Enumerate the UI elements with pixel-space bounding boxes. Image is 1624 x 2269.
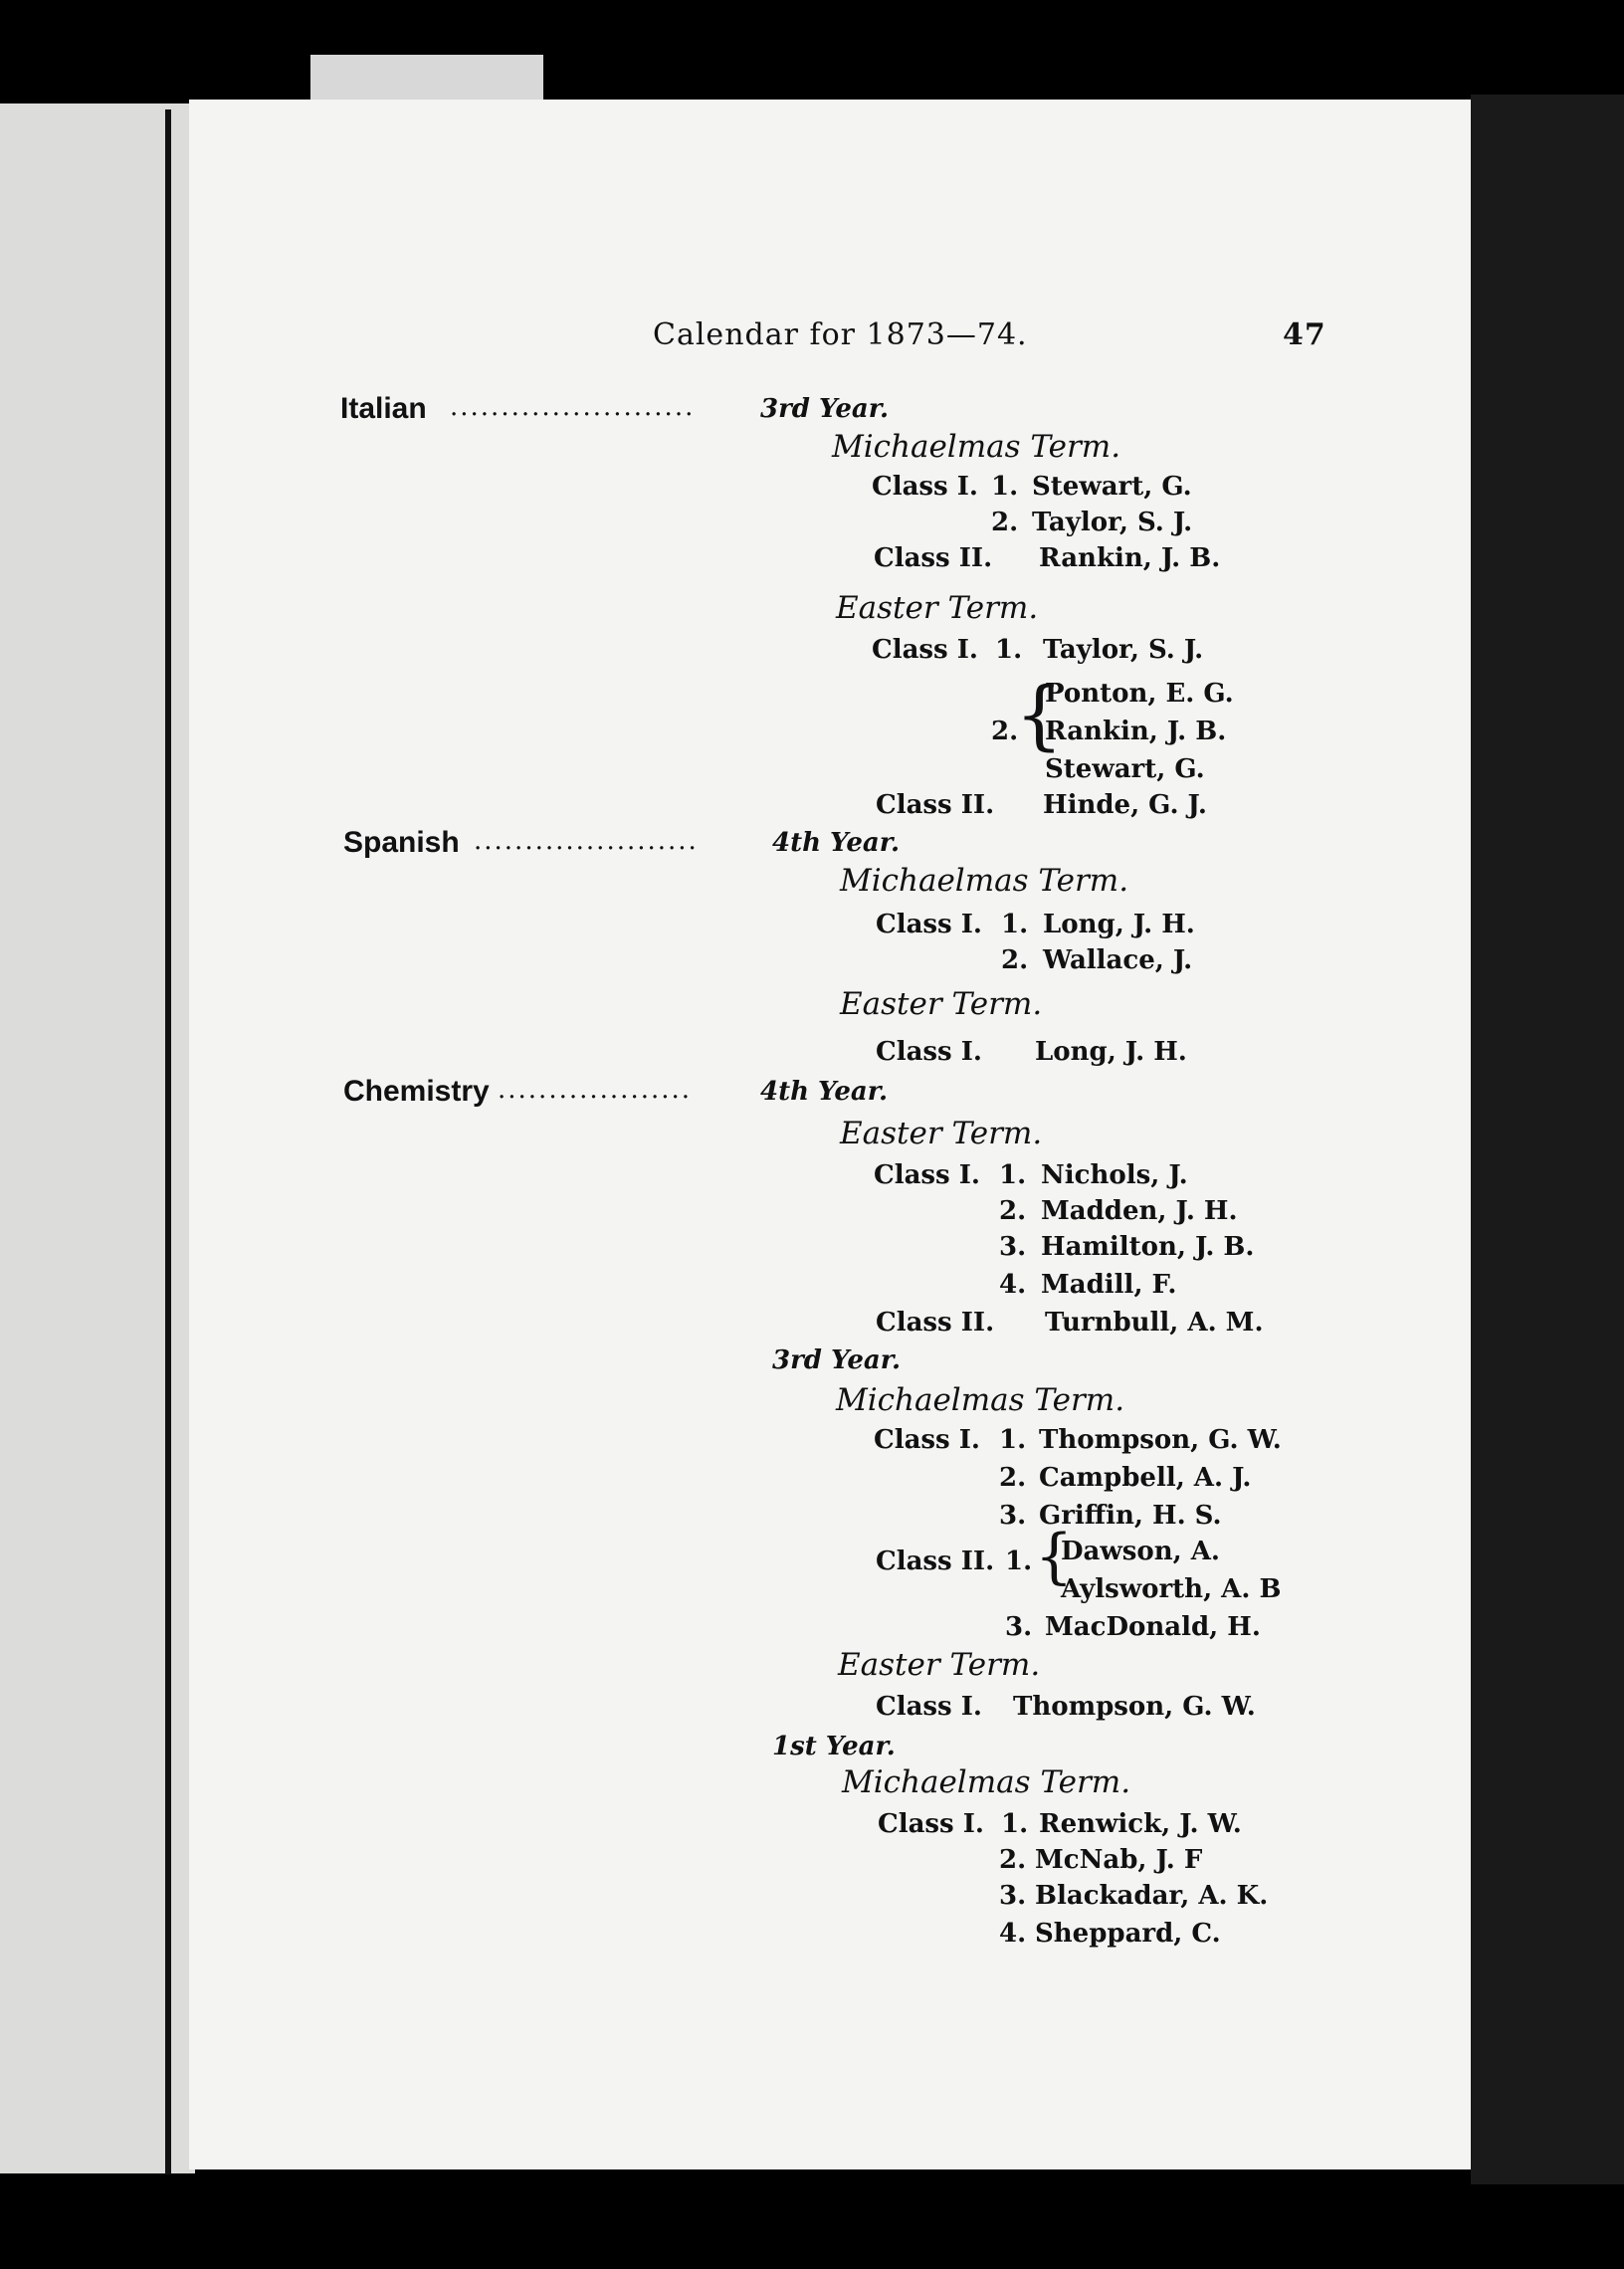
student-name: Stewart, G. — [1045, 754, 1205, 784]
dot-leader: ........................ — [450, 392, 696, 422]
dot-leader: ................... — [498, 1075, 693, 1105]
subject-heading: Spanish — [343, 826, 460, 859]
student-name: Campbell, A. J. — [1039, 1463, 1252, 1493]
dot-leader: ...................... — [474, 826, 699, 856]
student-name: Long, J. H. — [1043, 910, 1195, 939]
rank-number: 2. — [999, 1196, 1027, 1226]
term-heading: Easter Term. — [840, 1116, 1043, 1151]
class-label: Class I. — [874, 1160, 980, 1190]
class-label: Class I. — [878, 1809, 984, 1839]
brace: { — [1015, 670, 1064, 758]
term-heading: Michaelmas Term. — [840, 863, 1129, 899]
rank-number: 2. — [991, 508, 1019, 537]
rank-number: 1. — [999, 1160, 1027, 1190]
rank-number: 4. — [999, 1919, 1027, 1949]
rank-number: 3. — [999, 1881, 1027, 1911]
rank-number: 2. — [991, 717, 1019, 746]
student-name: Taylor, S. J. — [1032, 508, 1193, 537]
student-name: Griffin, H. S. — [1039, 1501, 1222, 1531]
rank-number: 3. — [999, 1232, 1027, 1262]
year-label: 3rd Year. — [760, 394, 890, 424]
class-label: Class I. — [876, 1037, 982, 1067]
student-name: Aylsworth, A. B — [1061, 1574, 1282, 1604]
term-heading: Easter Term. — [840, 986, 1043, 1022]
student-name: Taylor, S. J. — [1043, 635, 1204, 665]
term-heading: Easter Term. — [838, 1647, 1041, 1683]
term-heading: Michaelmas Term. — [836, 1382, 1125, 1418]
class-label: Class I. — [872, 472, 978, 502]
student-name: Renwick, J. W. — [1039, 1809, 1242, 1839]
student-name: MacDonald, H. — [1045, 1612, 1261, 1642]
rank-number: 1. — [1001, 910, 1029, 939]
running-header: Calendar for 1873—74. — [653, 317, 1028, 352]
student-name: Hinde, G. J. — [1043, 790, 1207, 820]
student-name: Nichols, J. — [1041, 1160, 1188, 1190]
year-label: 3rd Year. — [772, 1345, 902, 1375]
year-label: 1st Year. — [772, 1732, 896, 1761]
student-name: McNab, J. F — [1035, 1845, 1203, 1875]
rank-number: 3. — [1005, 1612, 1033, 1642]
subject-heading: Italian — [340, 392, 427, 425]
student-name: Rankin, J. B. — [1045, 717, 1227, 746]
class-label: Class II. — [876, 1308, 995, 1338]
student-name: Madden, J. H. — [1041, 1196, 1238, 1226]
student-name: Rankin, J. B. — [1039, 543, 1221, 573]
book-spine — [1471, 95, 1624, 2184]
binding-gutter — [165, 109, 171, 2174]
page-number: 47 — [1283, 317, 1326, 352]
year-label: 4th Year. — [760, 1077, 889, 1107]
term-heading: Easter Term. — [836, 590, 1039, 626]
class-label: Class II. — [876, 790, 995, 820]
rank-number: 3. — [999, 1501, 1027, 1531]
student-name: Stewart, G. — [1032, 472, 1192, 502]
student-name: Hamilton, J. B. — [1041, 1232, 1255, 1262]
student-name: Blackadar, A. K. — [1035, 1881, 1269, 1911]
rank-number: 1. — [991, 472, 1019, 502]
student-name: Turnbull, A. M. — [1045, 1308, 1264, 1338]
rank-number: 2. — [999, 1463, 1027, 1493]
rank-number: 2. — [1001, 945, 1029, 975]
rank-number: 1. — [999, 1425, 1027, 1455]
year-label: 4th Year. — [772, 828, 901, 858]
rank-number: 2. — [999, 1845, 1027, 1875]
subject-heading: Chemistry — [343, 1075, 490, 1108]
class-label: Class II. — [874, 543, 993, 573]
term-heading: Michaelmas Term. — [832, 429, 1121, 465]
rank-number: 1. — [995, 635, 1023, 665]
rank-number: 4. — [999, 1270, 1027, 1300]
student-name: Madill, F. — [1041, 1270, 1177, 1300]
class-label: Class I. — [872, 635, 978, 665]
rank-number: 1. — [1001, 1809, 1029, 1839]
student-name: Thompson, G. W. — [1013, 1692, 1256, 1722]
class-label: Class I. — [876, 910, 982, 939]
brace: { — [1035, 1522, 1074, 1591]
class-label: Class I. — [874, 1425, 980, 1455]
rank-number: 1. — [1005, 1547, 1033, 1576]
student-name: Long, J. H. — [1035, 1037, 1187, 1067]
student-name: Ponton, E. G. — [1045, 679, 1234, 709]
term-heading: Michaelmas Term. — [842, 1764, 1131, 1800]
class-label: Class I. — [876, 1692, 982, 1722]
class-label: Class II. — [876, 1547, 995, 1576]
student-name: Wallace, J. — [1043, 945, 1193, 975]
student-name: Sheppard, C. — [1035, 1919, 1221, 1949]
student-name: Thompson, G. W. — [1039, 1425, 1282, 1455]
student-name: Dawson, A. — [1061, 1537, 1220, 1566]
